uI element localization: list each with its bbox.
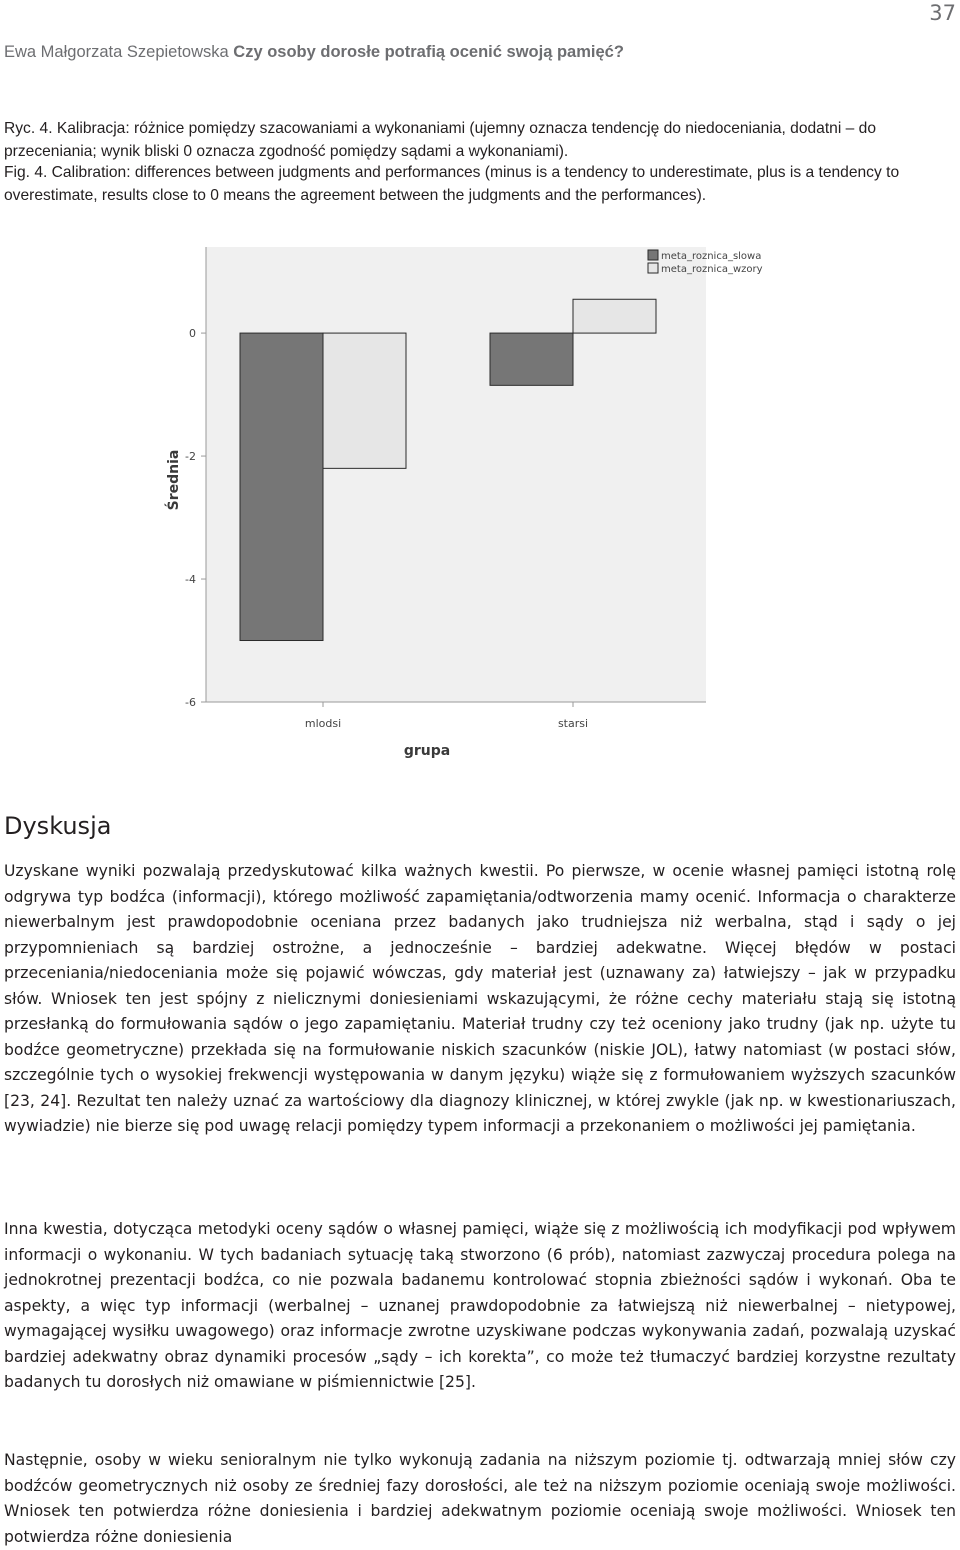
running-header-title: Czy osoby dorosłe potrafią ocenić swoją pamięć? — [233, 43, 624, 61]
bar-chart — [150, 230, 790, 770]
bar-chart-figure — [150, 230, 790, 770]
figure-caption-polish: Ryc. 4. Kalibracja: różnice pomiędzy szacowaniami a wykonaniami (ujemny oznacza tendencję do niedoceniania, dodatni – do przeceniania; wynik bliski 0 oznacza zgodność pomiędzy sądami a wykonaniami). — [4, 120, 877, 160]
bar-meta_roznica_slowa-mlodsi — [240, 333, 323, 640]
y-tick-label: -6 — [185, 696, 196, 709]
page-number: 37 — [929, 1, 956, 25]
running-header-authors: Ewa Małgorzata Szepietowska — [4, 43, 229, 61]
x-axis-ticks — [305, 702, 588, 730]
legend-swatch — [648, 263, 658, 273]
x-tick-label: starsi — [557, 717, 589, 730]
bar-meta_roznica_wzory-mlodsi — [323, 333, 406, 468]
y-tick-label: 0 — [189, 327, 196, 341]
discussion-paragraph-3: Następnie, osoby w wieku senioralnym nie tylko wykonują zadania na niższym poziomie tj. odtwarzają mniej słów czy bodźców geometrycznych niż osoby ze średniej fazy dorosłości, ale też na niższym poziomie oceniają swoje możliwości. Wniosek ten potwierdza różne doniesienia i bardziej adekwatnym poziomie oceniają swoje możliwości. Wniosek ten potwierdza różne doniesienia — [4, 1451, 956, 1546]
discussion-paragraph-1: Uzyskane wyniki pozwalają przedyskutować kilka ważnych kwestii. Po pierwsze, w ocenie własnej pamięci istotną rolę odgrywa typ bodźca (informacji), którego możliwość zapamiętania/odtworzenia mamy ocenić. Informacja o charakterze niewerbalnym jest prawdopodobnie oceniana przez badanych jako trudniejsza niż werbalna, stąd i sądy o jej przypomnieniach są bardziej ostrożne, a jednocześnie – bardziej adekwatne. Więcej błędów w postaci przeceniania/niedoceniania może się pojawić wówczas, gdy materiał jest (uznawany za) łatwiejszy – jak w przypadku słów. Wniosek ten jest spójny z nielicznymi doniesieniami wskazującymi, że różne cechy materiału stają się istotną przesłanką do formułowania sądów o jego zapamiętaniu. Materiał trudny czy też oceniony jako trudny (jak np. użyte tu bodźce geometryczne) przekłada się na formułowanie niskich szacunków (niskie JOL), łatwy natomiast (w postaci słów, szczególnie tych o wysokiej frekwencji występowania w danym języku) wiąże się z formułowaniem wyższych szacunków [23, 24]. Rezultat ten należy uznać za wartościowy dla diagnozy klinicznej, w której zwykle (jak np. w kwestionariuszach, wywiadzie) nie bierze się pod uwagę relacji pomiędzy typem informacji a przekonaniem o możliwości jej pamiętania. — [4, 862, 956, 1135]
x-axis-label: grupa — [403, 743, 451, 759]
y-axis-label: Średnia — [166, 449, 182, 511]
bar-meta_roznica_slowa-starsi — [490, 333, 573, 385]
running-header — [4, 43, 624, 62]
y-tick-label: -2 — [185, 450, 196, 464]
bar-meta_roznica_wzory-starsi — [573, 299, 656, 333]
legend-label: meta_roznica_wzory — [661, 264, 763, 275]
y-axis-ticks — [185, 327, 206, 709]
figure-caption-english: Fig. 4. Calibration: differences between judgments and performances (minus is a tendency to underestimate, plus is a tendency to overestimate, results close to 0 means the agreement between the judgments and the performances). — [4, 164, 900, 204]
x-tick-label: mlodsi — [304, 717, 342, 730]
section-heading-discussion: Dyskusja — [4, 812, 112, 840]
legend-swatch — [648, 250, 658, 260]
y-tick-label: -4 — [185, 573, 196, 587]
legend-label: meta_roznica_slowa — [661, 251, 762, 262]
discussion-paragraph-2: Inna kwestia, dotycząca metodyki oceny sądów o własnej pamięci, wiąże się z możliwością ich modyfikacji pod wpływem informacji o wykonaniu. W tych badaniach sytuację taką stworzono (6 prób), natomiast zazwyczaj procedura polega na jednokrotnej prezentacji bodźca, co nie pozwala badanemu kontrolować stopnia zbieżności sądów i wykonań. Oba te aspekty, a więc typ informacji (werbalnej – uznanej prawdopodobnie za łatwiejszą niż niewerbalnej – nietypowej, wymagającej wysiłku uwagowego) oraz informacje zwrotne uzyskiwane podczas wykonywania zadań, pozwalają uzyskać bardziej adekwatny obraz dynamiki procesów „sądy – ich korekta”, co może też tłumaczyć bardziej korzystne rezultaty badanych tu dorosłych niż omawiane w piśmiennictwie [25]. — [4, 1220, 956, 1391]
